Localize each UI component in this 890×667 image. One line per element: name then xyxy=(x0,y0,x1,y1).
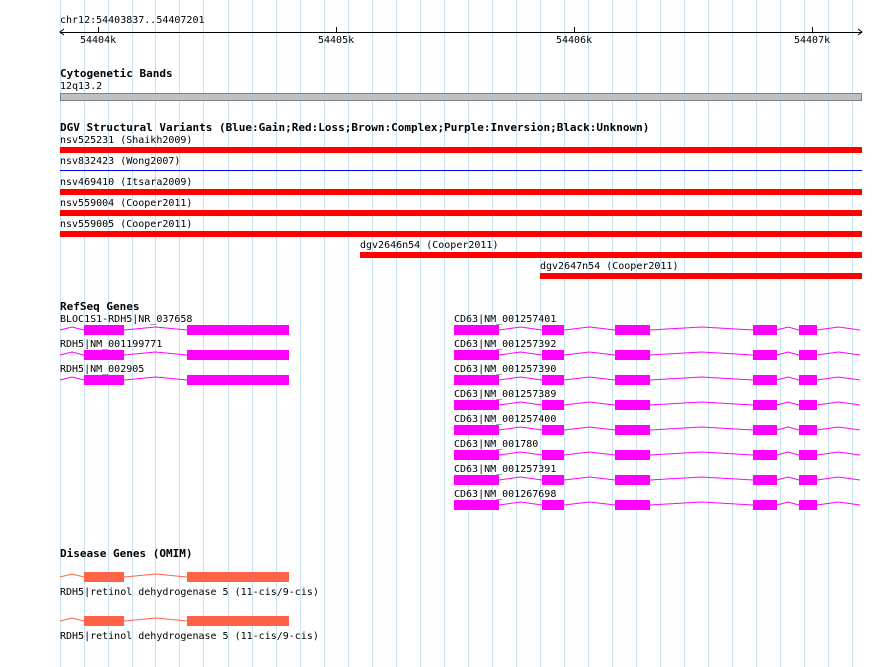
refseq-transcript-label: CD63|NM_001257400 xyxy=(454,414,557,425)
exon-block[interactable] xyxy=(753,500,777,510)
exon-block[interactable] xyxy=(454,450,499,460)
intron-line xyxy=(499,327,542,330)
exon-block[interactable] xyxy=(542,500,564,510)
exon-block[interactable] xyxy=(615,375,650,385)
intron-line xyxy=(777,352,799,355)
exon-block[interactable] xyxy=(615,350,650,360)
intron-line xyxy=(650,377,753,380)
exon-block[interactable] xyxy=(454,475,499,485)
intron-line xyxy=(817,327,860,330)
exon-block[interactable] xyxy=(454,425,499,435)
exon-block[interactable] xyxy=(542,475,564,485)
ruler-tick-label: 54406k xyxy=(556,35,593,46)
exon-block[interactable] xyxy=(187,616,289,626)
intron-line xyxy=(564,352,615,355)
refseq-transcript-label: CD63|NM_001257392 xyxy=(454,339,557,350)
exon-block[interactable] xyxy=(799,325,817,335)
exon-block[interactable] xyxy=(753,400,777,410)
exon-block[interactable] xyxy=(84,572,124,582)
exon-block[interactable] xyxy=(615,325,650,335)
omim-feature-label: RDH5|retinol dehydrogenase 5 (11-cis/9-cis) xyxy=(60,631,319,642)
exon-block[interactable] xyxy=(542,375,564,385)
intron-line xyxy=(777,402,799,405)
dgv-feature-label: nsv525231 (Shaikh2009) xyxy=(60,135,193,146)
intron-line xyxy=(564,502,615,505)
exon-block[interactable] xyxy=(454,400,499,410)
refseq-transcript-label: CD63|NM_001257401 xyxy=(454,314,557,325)
intron-line xyxy=(499,402,542,405)
exon-block[interactable] xyxy=(799,375,817,385)
dgv-feature-label: nsv559004 (Cooper2011) xyxy=(60,198,193,209)
exon-block[interactable] xyxy=(799,500,817,510)
intron-line xyxy=(124,574,187,577)
dgv-feature-label: dgv2647n54 (Cooper2011) xyxy=(540,261,679,272)
exon-block[interactable] xyxy=(542,325,564,335)
dgv-feature-label: nsv469410 (Itsara2009) xyxy=(60,177,193,188)
exon-block[interactable] xyxy=(753,425,777,435)
intron-line xyxy=(124,327,187,330)
exon-block[interactable] xyxy=(799,425,817,435)
intron-line xyxy=(60,618,84,621)
refseq-track-title: RefSeq Genes xyxy=(60,300,140,313)
intron-line xyxy=(60,352,84,355)
exon-block[interactable] xyxy=(615,425,650,435)
ruler-tick-label: 54407k xyxy=(794,35,831,46)
refseq-transcript-label: CD63|NM_001780 xyxy=(454,439,539,450)
omim-feature-label: RDH5|retinol dehydrogenase 5 (11-cis/9-cis) xyxy=(60,587,319,598)
exon-block[interactable] xyxy=(187,572,289,582)
intron-line xyxy=(817,402,860,405)
intron-line xyxy=(60,377,84,380)
exon-block[interactable] xyxy=(615,475,650,485)
intron-line xyxy=(564,427,615,430)
ruler-tick-label: 54405k xyxy=(318,35,355,46)
exon-block[interactable] xyxy=(799,450,817,460)
intron-line xyxy=(499,477,542,480)
refseq-transcript-label: CD63|NM_001257389 xyxy=(454,389,557,400)
intron-line xyxy=(650,352,753,355)
intron-line xyxy=(60,574,84,577)
exon-block[interactable] xyxy=(187,350,289,360)
intron-line xyxy=(564,377,615,380)
refseq-transcript-label: RDH5|NM_002905 xyxy=(60,364,145,375)
exon-block[interactable] xyxy=(454,375,499,385)
exon-block[interactable] xyxy=(542,400,564,410)
intron-line xyxy=(777,452,799,455)
exon-block[interactable] xyxy=(84,616,124,626)
exon-block[interactable] xyxy=(454,325,499,335)
intron-line xyxy=(650,427,753,430)
intron-line xyxy=(650,452,753,455)
exon-block[interactable] xyxy=(615,450,650,460)
intron-line xyxy=(499,502,542,505)
refseq-transcript-label: BLOC1S1-RDH5|NR_037658 xyxy=(60,314,193,325)
intron-line xyxy=(777,327,799,330)
intron-line xyxy=(817,427,860,430)
intron-line xyxy=(499,352,542,355)
exon-block[interactable] xyxy=(615,400,650,410)
intron-line xyxy=(499,427,542,430)
exon-block[interactable] xyxy=(615,500,650,510)
omim-track-title: Disease Genes (OMIM) xyxy=(60,547,193,560)
exon-block[interactable] xyxy=(542,425,564,435)
intron-line xyxy=(650,327,753,330)
intron-line xyxy=(499,452,542,455)
exon-block[interactable] xyxy=(84,350,124,360)
exon-block[interactable] xyxy=(542,350,564,360)
intron-line xyxy=(60,327,84,330)
intron-line xyxy=(124,618,187,621)
exon-block[interactable] xyxy=(799,400,817,410)
exon-block[interactable] xyxy=(454,500,499,510)
exon-block[interactable] xyxy=(187,375,289,385)
intron-line xyxy=(777,427,799,430)
exon-block[interactable] xyxy=(84,375,124,385)
exon-block[interactable] xyxy=(753,375,777,385)
exon-block[interactable] xyxy=(84,325,124,335)
exon-block[interactable] xyxy=(799,350,817,360)
refseq-transcript-label: RDH5|NM_001199771 xyxy=(60,339,163,350)
intron-line xyxy=(650,477,753,480)
exon-block[interactable] xyxy=(753,450,777,460)
intron-line xyxy=(564,402,615,405)
intron-line xyxy=(777,477,799,480)
intron-line xyxy=(777,502,799,505)
intron-line xyxy=(124,352,187,355)
intron-line xyxy=(564,327,615,330)
refseq-transcript-label: CD63|NM_001267698 xyxy=(454,489,557,500)
intron-line xyxy=(817,502,860,505)
intron-line xyxy=(499,377,542,380)
intron-line xyxy=(650,402,753,405)
location-label: chr12:54403837..54407201 xyxy=(60,15,205,26)
exon-block[interactable] xyxy=(753,325,777,335)
exon-block[interactable] xyxy=(454,350,499,360)
exon-block[interactable] xyxy=(187,325,289,335)
intron-line xyxy=(124,377,187,380)
intron-line xyxy=(564,452,615,455)
intron-line xyxy=(777,377,799,380)
dgv-feature-label: nsv832423 (Wong2007) xyxy=(60,156,181,167)
refseq-transcript-label: CD63|NM_001257391 xyxy=(454,464,557,475)
exon-block[interactable] xyxy=(753,350,777,360)
refseq-transcript-label: CD63|NM_001257390 xyxy=(454,364,557,375)
ruler-tick-label: 54404k xyxy=(80,35,117,46)
cytoband-label: 12q13.2 xyxy=(60,81,103,92)
dgv-track-title: DGV Structural Variants (Blue:Gain;Red:Loss;Brown:Complex;Purple:Inversion;Black:Unknown) xyxy=(60,121,650,134)
intron-line xyxy=(817,377,860,380)
dgv-feature-label: dgv2646n54 (Cooper2011) xyxy=(360,240,499,251)
intron-line xyxy=(817,352,860,355)
exon-block[interactable] xyxy=(753,475,777,485)
intron-line xyxy=(817,477,860,480)
exon-block[interactable] xyxy=(542,450,564,460)
intron-line xyxy=(650,502,753,505)
dgv-feature-label: nsv559005 (Cooper2011) xyxy=(60,219,193,230)
intron-line xyxy=(564,477,615,480)
intron-line xyxy=(817,452,860,455)
cytoband-track-title: Cytogenetic Bands xyxy=(60,67,173,80)
exon-block[interactable] xyxy=(799,475,817,485)
